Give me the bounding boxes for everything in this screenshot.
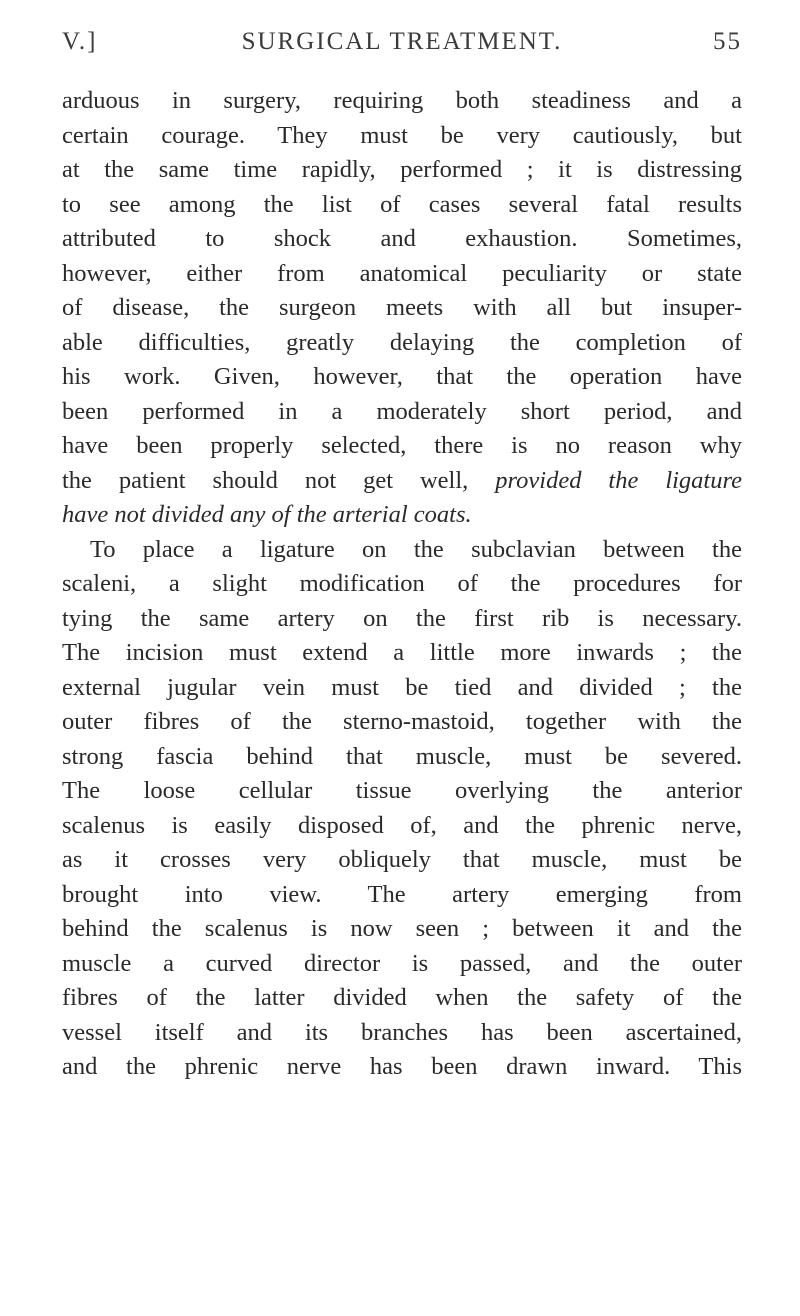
text-line: fibres of the latter divided when the safety of the [62,984,742,1011]
text-line: as it crosses very obliquely that muscle, must be [62,846,742,873]
text-line: scaleni, a slight modification of the procedures for [62,570,742,597]
text-line: The loose cellular tissue overlying the anterior [62,777,742,804]
text-line: at the same time rapidly, performed ; it is distressing [62,156,742,183]
text-line: muscle a curved director is passed, and the outer [62,949,742,977]
text-line: able difficulties, greatly delaying the completion of [62,328,742,356]
running-title: SURGICAL TREATMENT. [241,28,563,55]
body-text [62,84,742,1085]
text-line: attributed to shock and exhaustion. Sometimes, [62,225,742,252]
text-line: behind the scalenus is now seen ; between it and the [62,915,742,942]
italic-text: have not divided any of the arterial coats. [62,501,472,528]
text-line: The incision must extend a little more inwards ; the [62,639,742,666]
italic-text: provided the ligature [495,466,742,494]
paragraph-1 [62,84,742,533]
text-line: brought into view. The artery emerging from [62,880,742,908]
text-line: outer fibres of the sterno-mastoid, together with the [62,708,742,735]
text-line: have been properly selected, there is no reason why [62,432,742,459]
text-line: and the phrenic nerve has been drawn inward. This [62,1053,742,1080]
text-line: arduous in surgery, requiring both steadiness and a [62,87,742,114]
text-line: strong fascia behind that muscle, must be severed. [62,742,742,770]
text-line: To place a ligature on the subclavian between the [90,535,742,563]
paragraph-2 [62,533,742,1085]
text-line: of disease, the surgeon meets with all but insuper- [62,294,742,321]
text-line-mixed [62,464,742,499]
text-line: external jugular vein must be tied and divided ; the [62,673,742,701]
page-number: 55 [713,28,742,55]
text-line: to see among the list of cases several fatal results [62,190,742,218]
text-line-italic [62,498,742,533]
text-line: his work. Given, however, that the operation have [62,363,742,390]
text-line: however, either from anatomical peculiarity or state [62,259,742,287]
text-line: certain courage. They must be very cautiously, but [62,121,742,149]
text-line: scalenus is easily disposed of, and the phrenic nerve, [62,811,742,839]
text-line: vessel itself and its branches has been ascertained, [62,1018,742,1046]
text-segment: the patient should not get well, [62,466,469,494]
text-line: tying the same artery on the first rib is necessary. [62,604,742,632]
chapter-number: V.] [62,28,98,55]
text-line: been performed in a moderately short period, and [62,397,742,425]
running-head [62,28,742,68]
